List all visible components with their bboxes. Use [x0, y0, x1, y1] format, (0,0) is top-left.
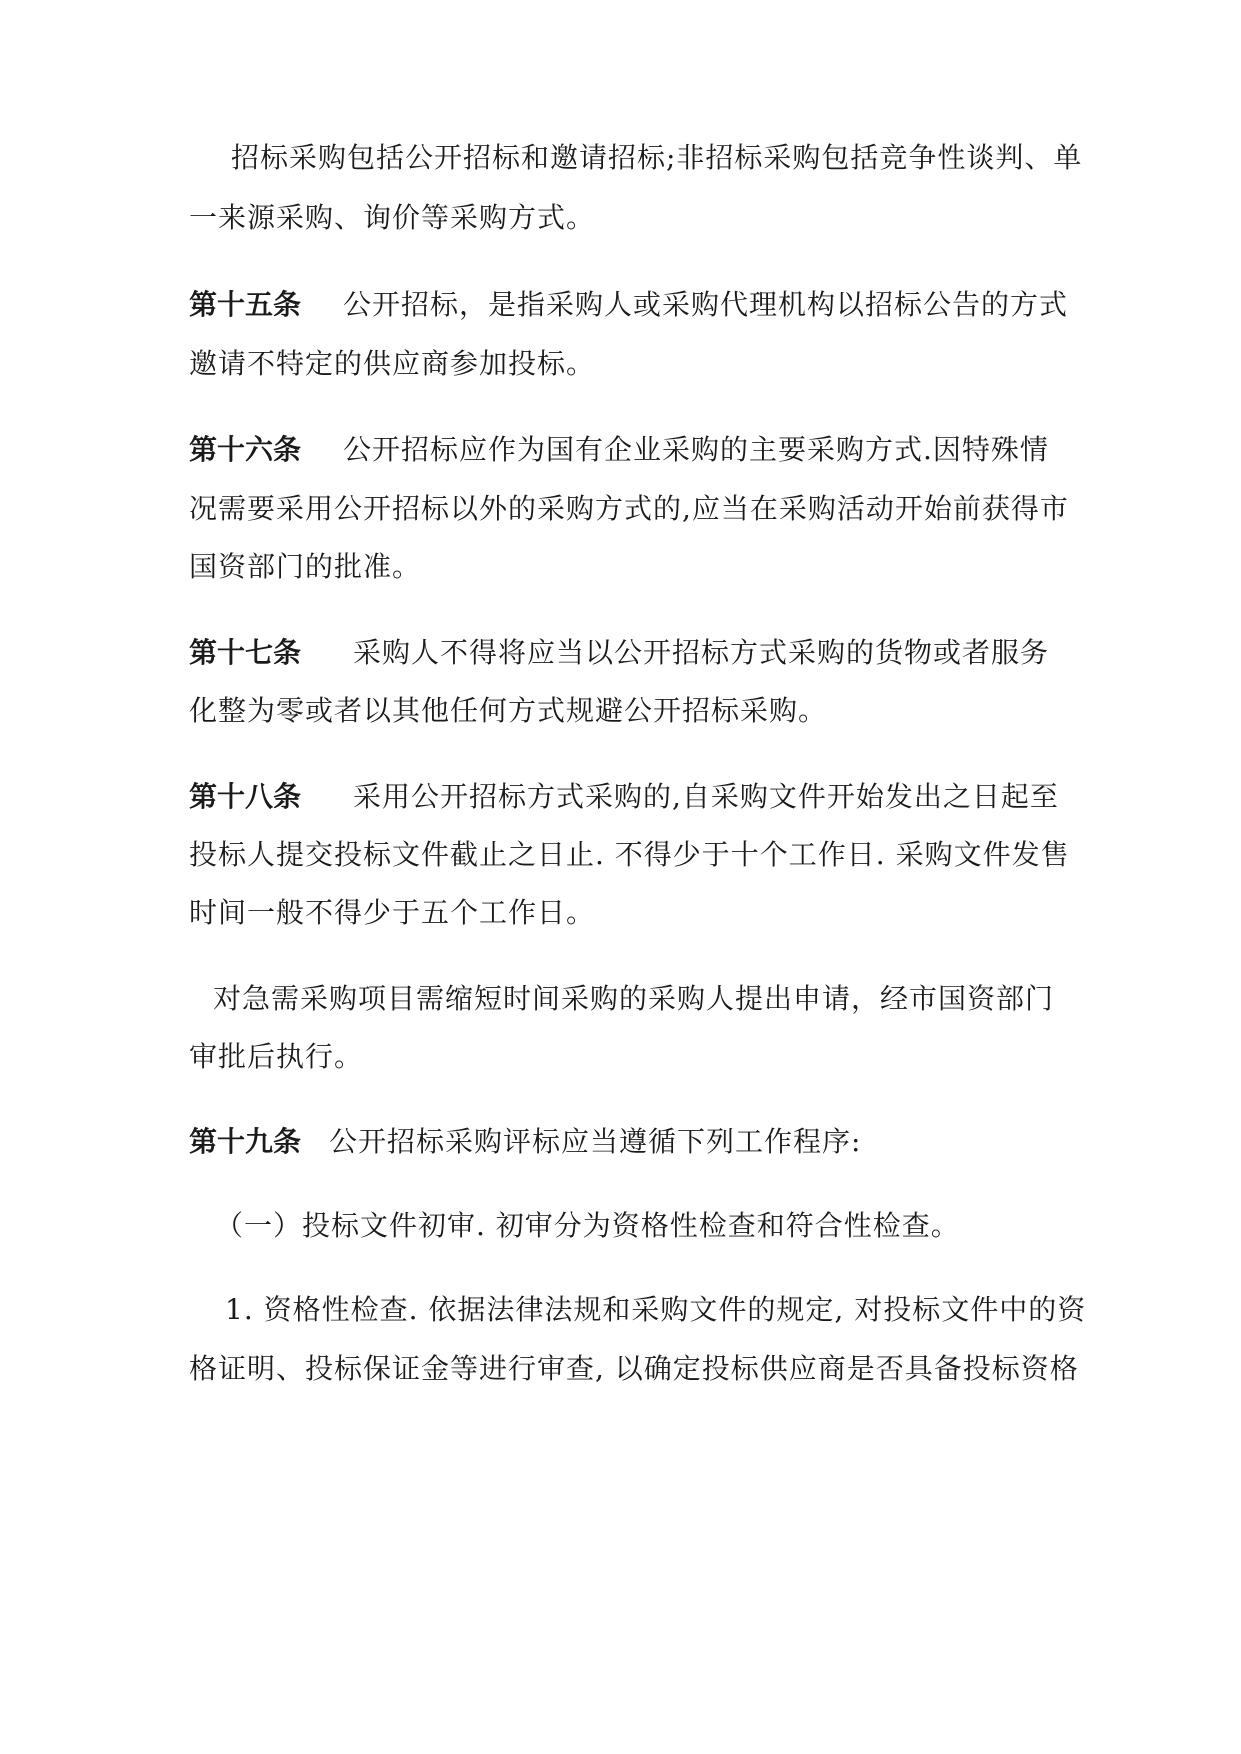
- article-number: 第十七条: [189, 636, 302, 669]
- item-1-1-line-2: 格证明、投标保证金等进行审查, 以确定投标供应商是否具备投标资格: [189, 1352, 1079, 1385]
- paragraph-intro-line-1: 招标采购包括公开招标和邀请招标;非招标采购包括竞争性谈判、单: [231, 141, 1083, 174]
- article-number: 第十六条: [189, 433, 302, 466]
- article-19-line-1: 第十九条 公开招标采购评标应当遵循下列工作程序:: [189, 1122, 1089, 1162]
- article-17-line-1: 第十七条 采购人不得将应当以公开招标方式采购的货物或者服务: [189, 633, 1089, 673]
- article-18-line-1: 第十八条 采用公开招标方式采购的,自采购文件开始发出之日起至: [189, 777, 1089, 817]
- article-15-line-1: 第十五条 公开招标，是指采购人或采购代理机构以招标公告的方式: [189, 285, 1089, 325]
- article-16-line-1: 第十六条 公开招标应作为国有企业采购的主要采购方式.因特殊情: [189, 430, 1089, 470]
- article-18-line-3: 时间一般不得少于五个工作日。: [189, 896, 596, 929]
- article-15-line-2: 邀请不特定的供应商参加投标。: [189, 347, 596, 380]
- paragraph-urgent-line-2: 审批后执行。: [189, 1040, 364, 1073]
- article-17-line-2: 化整为零或者以其他任何方式规避公开招标采购。: [189, 694, 828, 727]
- item-1-heading: （一）投标文件初审. 初审分为资格性检查和符合性检查。: [215, 1209, 960, 1242]
- article-18-line-2: 投标人提交投标文件截止之日止. 不得少于十个工作日. 采购文件发售: [189, 838, 1070, 871]
- article-number: 第十八条: [189, 780, 302, 813]
- paragraph-urgent-line-1: 对急需采购项目需缩短时间采购的采购人提出申请，经市国资部门: [213, 982, 1055, 1015]
- article-16-line-2: 况需要采用公开招标以外的采购方式的,应当在采购活动开始前获得市: [189, 492, 1069, 525]
- item-1-1-line-1: 1. 资格性检查. 依据法律法规和采购文件的规定, 对投标文件中的资: [225, 1293, 1087, 1326]
- article-number: 第十九条: [189, 1125, 302, 1158]
- article-number: 第十五条: [189, 288, 302, 321]
- article-16-line-3: 国资部门的批准。: [189, 550, 422, 583]
- paragraph-intro-line-2: 一来源采购、询价等采购方式。: [189, 201, 596, 234]
